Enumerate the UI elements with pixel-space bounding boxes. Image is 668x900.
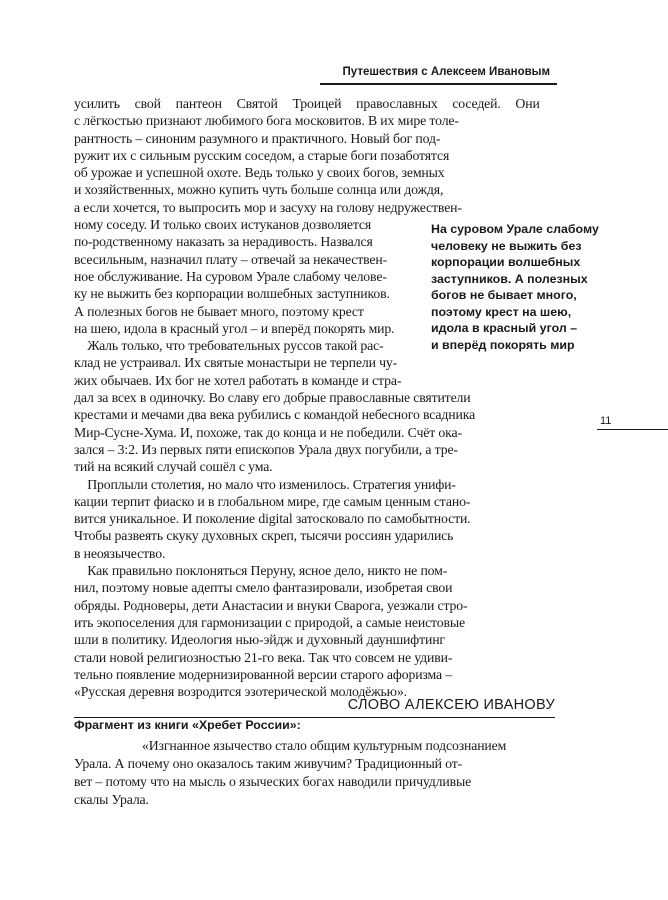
page-number-rule (597, 429, 668, 430)
pull-quote-line: человеку не выжить без (431, 238, 582, 253)
body-line: тельно появление модернизированной версии старого афоризма – (74, 666, 453, 682)
section-heading: СЛОВО АЛЕКСЕЮ ИВАНОВУ (347, 697, 555, 713)
article-body (74, 95, 555, 700)
body-line: ружит их с сильным русским соседом, а старые боги позаботятся (74, 147, 450, 163)
body-line: клад не устраивал. Их святые монастыри не терпели чу- (74, 355, 398, 371)
body-line: зался – 3:2. Из первых пяти епископов Урала двух погубили, а тре- (74, 441, 458, 457)
pull-quote-line: заступников. А полезных (431, 271, 588, 286)
pull-quote-line: богов не бывает много, (431, 288, 577, 302)
body-line: ное обслуживание. На суровом Урале слабому челове- (74, 268, 387, 284)
body-line: обряды. Родноверы, дети Анастасии и внуки Сварога, уезжали стро- (74, 597, 468, 613)
body-line: Жаль только, что требовательных руссов такой рас- (74, 338, 384, 354)
body-line: ку не выжить без корпорации волшебных заступников. (74, 286, 390, 302)
quote-line: вет – потому что на мысль о языческих богах наводили причудливые (74, 774, 472, 789)
pull-quote (431, 221, 607, 353)
quote-line: «Изгнанное язычество стало общим культурным подсознанием (142, 738, 507, 753)
pull-quote-line: корпорации волшебных (431, 255, 581, 269)
body-line: Как правильно поклоняться Перуну, ясное дело, никто не пом- (74, 563, 448, 579)
body-line: Проплыли столетия, но мало что изменилось. Стратегия унифи- (74, 476, 456, 492)
body-line: с лёгкостью признают любимого бога московитов. В их мире толе- (74, 113, 459, 129)
body-line: «Русская деревня возродится эзотерической молодёжью». (74, 684, 407, 700)
body-line: рантность – синоним разумного и практичного. Новый бог под- (74, 130, 441, 146)
quote-line: скалы Урала. (74, 792, 149, 807)
body-line: крестами и мечами два века рубились с командой небесного всадника (74, 407, 476, 423)
header-rule (320, 83, 557, 85)
body-line: дал за всех в одиночку. Во славу его добрые православные святители (74, 390, 471, 406)
body-line: нил, поэтому новые адепты смело фантазировали, изобретая свои (74, 580, 453, 596)
pull-quote-line: идола в красный угол – (431, 321, 578, 335)
body-line: А полезных богов не бывает много, поэтому крест (74, 303, 364, 319)
body-line: а если хочется, то выпросить мор и засуху на голову недружествен- (74, 199, 462, 215)
body-line: вится уникальное. И поколение digital затосковало по самобытности. (74, 511, 471, 527)
body-line: и хозяйственных, можно купить чуть больше солнца или дождя, (74, 182, 444, 198)
body-line: Чтобы развеять скуку духовных скреп, тысячи россиян ударились (74, 528, 454, 544)
body-line: тий на всякий случай сошёл с ума. (74, 459, 273, 475)
body-line: по-родственному наказать за нерадивость. Назвался (74, 234, 373, 250)
pull-quote-line: На суровом Урале слабому (431, 222, 599, 236)
body-line: всесильным, назначил плату – отвечай за некачествен- (74, 251, 388, 267)
body-line: шли в политику. Идеология нью-эйдж и духовный дауншифтинг (74, 632, 445, 648)
fragment-label: Фрагмент из книги «Хребет России»: (74, 718, 301, 732)
pull-quote-line: и вперёд покорять мир (431, 337, 575, 352)
book-quote (74, 737, 507, 809)
body-line: усилить свой пантеон Святой Троицей православных соседей. Они (74, 96, 540, 111)
body-line: жих обычаев. Их бог не хотел работать в команде и стра- (74, 372, 402, 388)
body-line: Мир-Сусне-Хума. И, похоже, так до конца и не победили. Счёт ока- (74, 424, 462, 440)
page-number: 11 (600, 415, 612, 427)
body-line: ному соседу. И только своих истуканов дозволяется (74, 217, 372, 233)
body-line: в неоязычество. (74, 545, 166, 561)
body-line: на шею, идола в красный угол – и вперёд покорять мир. (74, 320, 395, 336)
running-header-title: Путешествия с Алексеем Ивановым (342, 66, 550, 78)
body-line: кации терпит фиаско и в глобальном мире, где самым ценным стано- (74, 493, 471, 509)
body-line: ить экопоселения для гармонизации с природой, а самые неистовые (74, 614, 465, 630)
body-line: стали новой религиозностью 21-го века. Так что совсем не удиви- (74, 649, 453, 665)
pull-quote-line: поэтому крест на шею, (431, 304, 572, 319)
quote-line: Урала. А почему оно оказалось таким живучим? Традиционный от- (74, 756, 463, 771)
body-line: об урожае и успешной охоте. Ведь только у своих богов, земных (74, 165, 445, 181)
